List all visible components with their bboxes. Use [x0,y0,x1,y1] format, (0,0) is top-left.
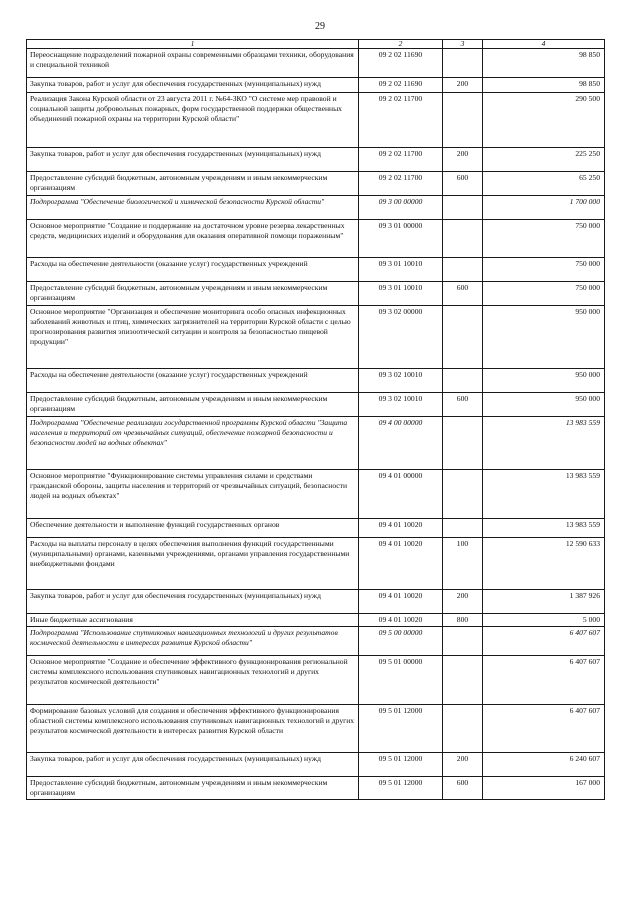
table-row [27,753,605,777]
row-name: Реализация Закона Курской области от 23 августа 2011 г. №64-ЗКО "О системе мер правовой и социальной защиты добровольных пожарных, форм государственной поддержки общественных объединений пожарной охраны на территории Курской области" [27,93,359,148]
row-code: 09 3 01 10010 [359,258,443,282]
row-expense-type [443,258,483,282]
row-amount: 13 983 559 [483,417,605,470]
row-code: 09 2 02 11690 [359,49,443,78]
table-row [27,590,605,614]
row-code: 09 2 02 11690 [359,78,443,93]
row-code: 09 4 00 00000 [359,417,443,470]
row-amount: 98 850 [483,49,605,78]
row-expense-type [443,49,483,78]
row-amount: 12 590 633 [483,538,605,590]
row-expense-type: 600 [443,172,483,196]
row-amount: 950 000 [483,393,605,417]
table-row [27,258,605,282]
column-number-row [27,40,605,49]
table-row [27,306,605,369]
table-row [27,614,605,627]
row-code: 09 3 01 10010 [359,282,443,306]
table-row [27,627,605,656]
row-expense-type [443,306,483,369]
row-amount: 950 000 [483,369,605,393]
row-code: 09 4 01 10020 [359,590,443,614]
row-expense-type [443,196,483,220]
row-name: Подпрограмма "Обеспечение биологической и химической безопасности Курской области" [27,196,359,220]
row-name: Расходы на обеспечение деятельности (оказание услуг) государственных учреждений [27,369,359,393]
table-row [27,470,605,519]
row-code: 09 4 01 10020 [359,614,443,627]
row-expense-type: 800 [443,614,483,627]
row-name: Расходы на выплаты персоналу в целях обеспечения выполнения функций государственными (муниципальными) органами, казенными учреждениями, органами управления государственными внебюджетными фондами [27,538,359,590]
row-code: 09 3 02 10010 [359,393,443,417]
row-amount: 290 500 [483,93,605,148]
row-name: Основное мероприятие "Создание и обеспечение эффективного функционирования региональной системы комплексного использования спутниковых навигационных технологий и других результатов космической деятельности" [27,656,359,705]
row-amount: 13 983 559 [483,519,605,538]
row-code: 09 5 01 00000 [359,656,443,705]
row-code: 09 2 02 11700 [359,148,443,172]
row-code: 09 3 01 00000 [359,220,443,258]
row-name: Закупка товаров, работ и услуг для обеспечения государственных (муниципальных) нужд [27,148,359,172]
table-row [27,196,605,220]
row-code: 09 4 01 00000 [359,470,443,519]
row-amount: 6 240 607 [483,753,605,777]
table-row [27,519,605,538]
table-row [27,148,605,172]
row-name: Основное мероприятие "Функционирование системы управления силами и средствами гражданской обороны, защиты населения и территорий от чрезвычайных ситуаций, безопасности людей на водных объектах" [27,470,359,519]
row-expense-type: 200 [443,753,483,777]
table-row [27,172,605,196]
budget-table [26,39,605,800]
row-name: Предоставление субсидий бюджетным, автономным учреждениям и иным некоммерческим организациям [27,282,359,306]
row-expense-type [443,705,483,753]
column-number: 4 [483,40,605,49]
table-row [27,417,605,470]
row-code: 09 3 02 10010 [359,369,443,393]
row-name: Переоснащение подразделений пожарной охраны современными образцами техники, оборудования и специальной техникой [27,49,359,78]
table-row [27,393,605,417]
table-row [27,538,605,590]
row-amount: 6 407 607 [483,627,605,656]
row-name: Обеспечение деятельности и выполнение функций государственных органов [27,519,359,538]
row-code: 09 3 02 00000 [359,306,443,369]
table-row [27,369,605,393]
row-name: Предоставление субсидий бюджетным, автономным учреждениям и иным некоммерческим организациям [27,172,359,196]
row-name: Основное мероприятие "Организация и обеспечение мониторинга особо опасных инфекционных заболеваний животных и птиц, химических загрязнителей на территории Курской области с целью прогнозирования развития эпизоотической ситуации и контроля за безопасностью пищевой продукции" [27,306,359,369]
row-code: 09 5 01 12000 [359,753,443,777]
row-amount: 750 000 [483,282,605,306]
row-code: 09 4 01 10020 [359,538,443,590]
row-code: 09 2 02 11700 [359,172,443,196]
table-row [27,777,605,800]
row-expense-type: 600 [443,282,483,306]
table-row [27,656,605,705]
row-expense-type: 100 [443,538,483,590]
row-amount: 13 983 559 [483,470,605,519]
row-expense-type: 600 [443,393,483,417]
row-code: 09 2 02 11700 [359,93,443,148]
row-amount: 225 250 [483,148,605,172]
row-expense-type [443,417,483,470]
row-name: Подпрограмма "Обеспечение реализации государственной программы Курской области "Защита населения и территорий от чрезвычайных ситуаций, обеспечение пожарной безопасности и безопасности людей на водных объектах" [27,417,359,470]
row-amount: 167 000 [483,777,605,800]
page-number: 29 [315,21,325,32]
row-name: Основное мероприятие "Создание и поддержание на достаточном уровне резерва лекарственных средств, медицинских изделий и оборудования для оказания оперативной помощи пораженным" [27,220,359,258]
row-amount: 750 000 [483,258,605,282]
table-row [27,49,605,78]
row-expense-type [443,519,483,538]
row-expense-type [443,220,483,258]
row-amount: 1 700 000 [483,196,605,220]
row-expense-type [443,369,483,393]
row-expense-type: 200 [443,148,483,172]
row-amount: 1 387 926 [483,590,605,614]
column-number: 3 [443,40,483,49]
table-row [27,93,605,148]
row-name: Закупка товаров, работ и услуг для обеспечения государственных (муниципальных) нужд [27,78,359,93]
row-expense-type [443,93,483,148]
row-name: Предоставление субсидий бюджетным, автономным учреждениям и иным некоммерческим организациям [27,393,359,417]
row-expense-type: 600 [443,777,483,800]
table-row [27,220,605,258]
column-number: 1 [27,40,359,49]
row-code: 09 5 01 12000 [359,777,443,800]
row-code: 09 4 01 10020 [359,519,443,538]
row-amount: 750 000 [483,220,605,258]
row-expense-type [443,627,483,656]
column-number: 2 [359,40,443,49]
row-name: Закупка товаров, работ и услуг для обеспечения государственных (муниципальных) нужд [27,753,359,777]
row-code: 09 5 01 12000 [359,705,443,753]
row-name: Подпрограмма "Использование спутниковых навигационных технологий и других результатов космической деятельности в интересах развития Курской области" [27,627,359,656]
row-amount: 5 000 [483,614,605,627]
table-row [27,78,605,93]
row-expense-type [443,656,483,705]
row-amount: 6 407 607 [483,656,605,705]
row-name: Предоставление субсидий бюджетным, автономным учреждениям и иным некоммерческим организациям [27,777,359,800]
row-code: 09 5 00 00000 [359,627,443,656]
row-amount: 950 000 [483,306,605,369]
row-amount: 98 850 [483,78,605,93]
table-row [27,282,605,306]
row-expense-type: 200 [443,590,483,614]
row-name: Закупка товаров, работ и услуг для обеспечения государственных (муниципальных) нужд [27,590,359,614]
row-name: Формирование базовых условий для создания и обеспечения эффективного функционирования областной системы комплексного использования спутниковых навигационных технологий и других результатов космической деятельности в интересах развития Курской области [27,705,359,753]
row-code: 09 3 00 00000 [359,196,443,220]
row-name: Иные бюджетные ассигнования [27,614,359,627]
row-amount: 6 407 607 [483,705,605,753]
row-name: Расходы на обеспечение деятельности (оказание услуг) государственных учреждений [27,258,359,282]
row-expense-type [443,470,483,519]
row-expense-type: 200 [443,78,483,93]
table-row [27,705,605,753]
row-amount: 65 250 [483,172,605,196]
